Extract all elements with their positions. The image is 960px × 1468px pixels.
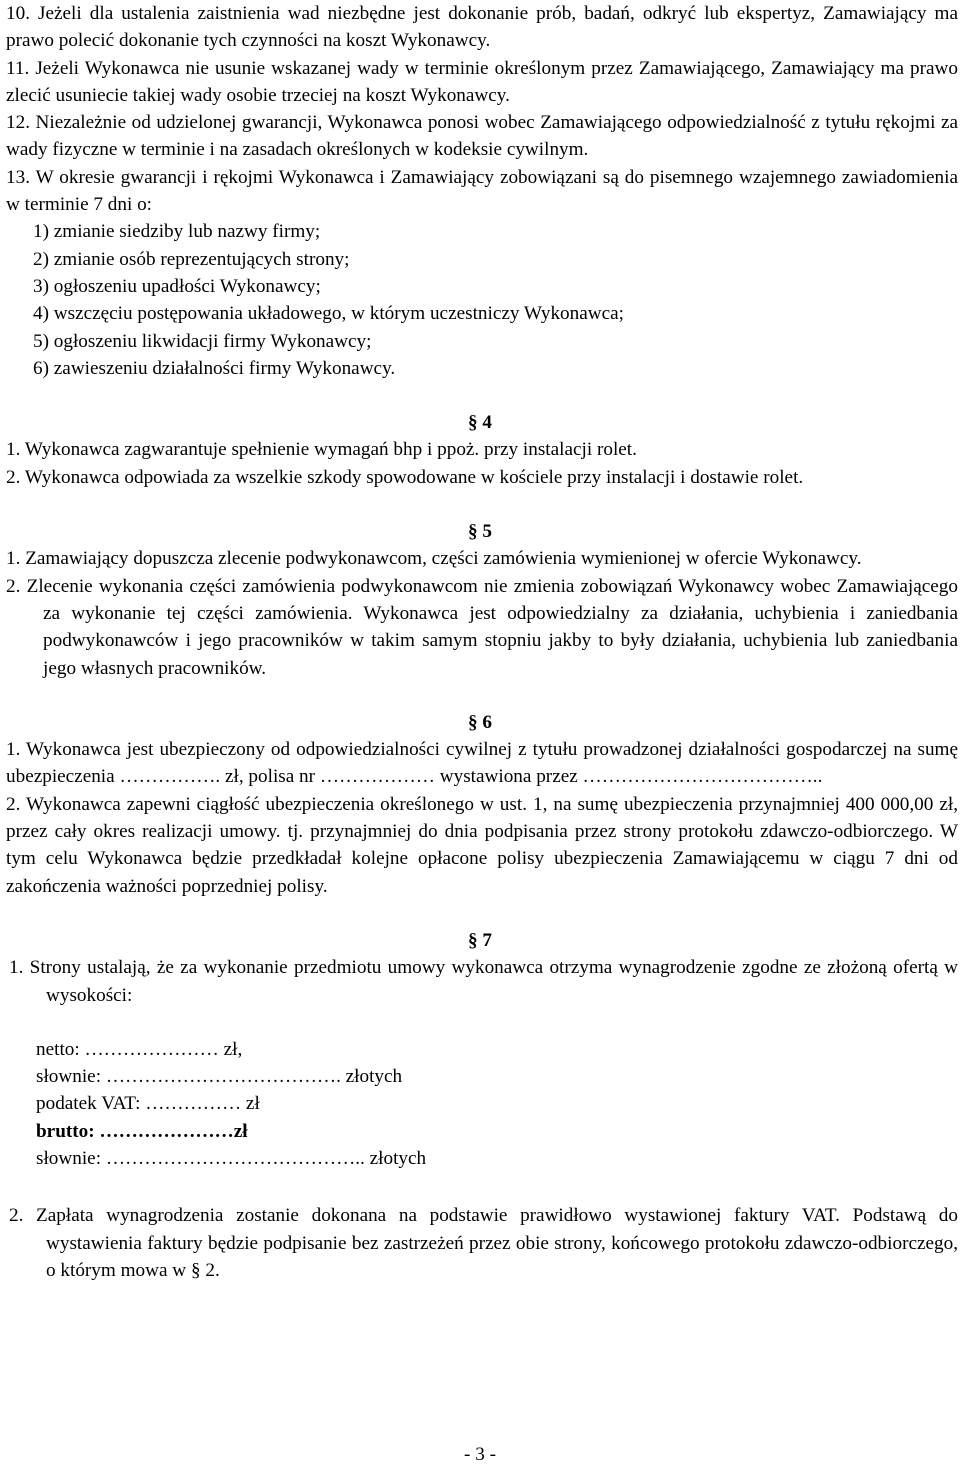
section-7-heading: § 7 — [468, 929, 492, 951]
list-item: 5) ogłoszeniu likwidacji firmy Wykonawcy; — [33, 330, 372, 352]
paragraph-13: 13. W okresie gwarancji i rękojmi Wykonawca i Zamawiający zobowiązani są do pisemnego wzajemnego zawiadomienia w terminie 7 dni o: — [6, 166, 958, 216]
section-5-heading: § 5 — [468, 521, 492, 543]
section-7-item-2: 2. Zapłata wynagrodzenia zostanie dokonana na podstawie prawidłowo wystawionej faktury VAT. Podstawą do wystawienia faktury będzie podpisanie bez zastrzeżeń przez obie strony, końcowego protokołu zdawczo-odbiorczego, o którym mowa w § 2. — [9, 1205, 958, 1281]
list-item: 6) zawieszeniu działalności firmy Wykonawcy. — [33, 357, 396, 379]
section-5-item-2: 2. Zlecenie wykonania części zamówienia podwykonawcom nie zmienia zobowiązań Wykonawcy wobec Zamawiającego za wykonanie tej części zamówienia. Wykonawca jest odpowiedzialny za działania, uchybienia i zaniedbania podwykonawców i jego pracowników w takim samym stopniu jakby to były działania, uchybienia lub zaniedbania jego własnych pracowników. — [6, 575, 958, 679]
paragraph-12: 12. Niezależnie od udzielonej gwarancji, Wykonawca ponosi wobec Zamawiającego odpowiedzialność z tytułu rękojmi za wady fizyczne w terminie i na zasadach określonych w kodeksie cywilnym. — [6, 112, 958, 161]
list-item: 4) wszczęciu postępowania układowego, w którym uczestniczy Wykonawca; — [33, 303, 624, 325]
list-item: 1) zmianie siedziby lub nazwy firmy; — [33, 221, 321, 243]
section-5-item-1: 1. Zamawiający dopuszcza zlecenie podwykonawcom, części zamówienia wymienionej w ofercie Wykonawcy. — [6, 548, 862, 570]
list-item: 2) zmianie osób reprezentujących strony; — [33, 248, 350, 270]
notification-list — [6, 218, 958, 382]
page-number: - 3 - — [464, 1444, 496, 1465]
words-line: słownie: ………………………………. złotych — [36, 1066, 403, 1088]
section-7-item-1: 1. Strony ustalają, że za wykonanie przedmiotu umowy wykonawca otrzyma wynagrodzenie zgodne ze złożoną ofertą w wysokości: — [9, 957, 958, 1006]
section-4-heading: § 4 — [468, 412, 492, 434]
section-4-item-2: 2. Wykonawca odpowiada za wszelkie szkody spowodowane w kościele przy instalacji i dostawie rolet. — [6, 466, 804, 488]
section-6-heading: § 6 — [468, 711, 492, 733]
words-line: słownie: ………………………………….. złotych — [36, 1147, 427, 1169]
remuneration-amounts — [6, 1036, 958, 1172]
paragraph-11: 11. Jeżeli Wykonawca nie usunie wskazanej wady w terminie określonym przez Zamawiającego, Zamawiający ma prawo zlecić usuniecie takiej wady osobie trzeciej na koszt Wykonawcy. — [6, 57, 958, 106]
vat-line: podatek VAT: …………… zł — [36, 1093, 260, 1115]
brutto-line: brutto: …………………zł — [36, 1120, 248, 1142]
section-4-item-1: 1. Wykonawca zagwarantuje spełnienie wymagań bhp i ppoż. przy instalacji rolet. — [6, 439, 637, 461]
document-page — [6, 0, 958, 1284]
paragraph-10: 10. Jeżeli dla ustalenia zaistnienia wad niezbędne jest dokonanie prób, badań, odkryć lub ekspertyz, Zamawiający ma prawo polecić dokonanie tych czynności na koszt Wykonawcy. — [6, 3, 958, 52]
section-6-item-2: 2. Wykonawca zapewni ciągłość ubezpieczenia określonego w ust. 1, na sumę ubezpieczenia przynajmniej 400 000,00 zł, przez cały okres realizacji umowy. tj. przynajmniej do dnia podpisania przez strony protokołu zdawczo-odbiorczego. W tym celu Wykonawca będzie przedkładał kolejne opłacone polisy ubezpieczenia Zamawiającemu w ciągu 7 dni od zakończenia ważności poprzedniej polisy. — [6, 793, 958, 897]
list-item: 3) ogłoszeniu upadłości Wykonawcy; — [33, 275, 321, 297]
netto-line: netto: ………………… zł, — [36, 1038, 243, 1060]
section-6-item-1: 1. Wykonawca jest ubezpieczony od odpowiedzialności cywilnej z tytułu prowadzonej działalności gospodarczej na sumę ubezpieczenia ……………. zł, polisa nr ……………… wystawiona przez ……………………………….. — [6, 739, 958, 788]
